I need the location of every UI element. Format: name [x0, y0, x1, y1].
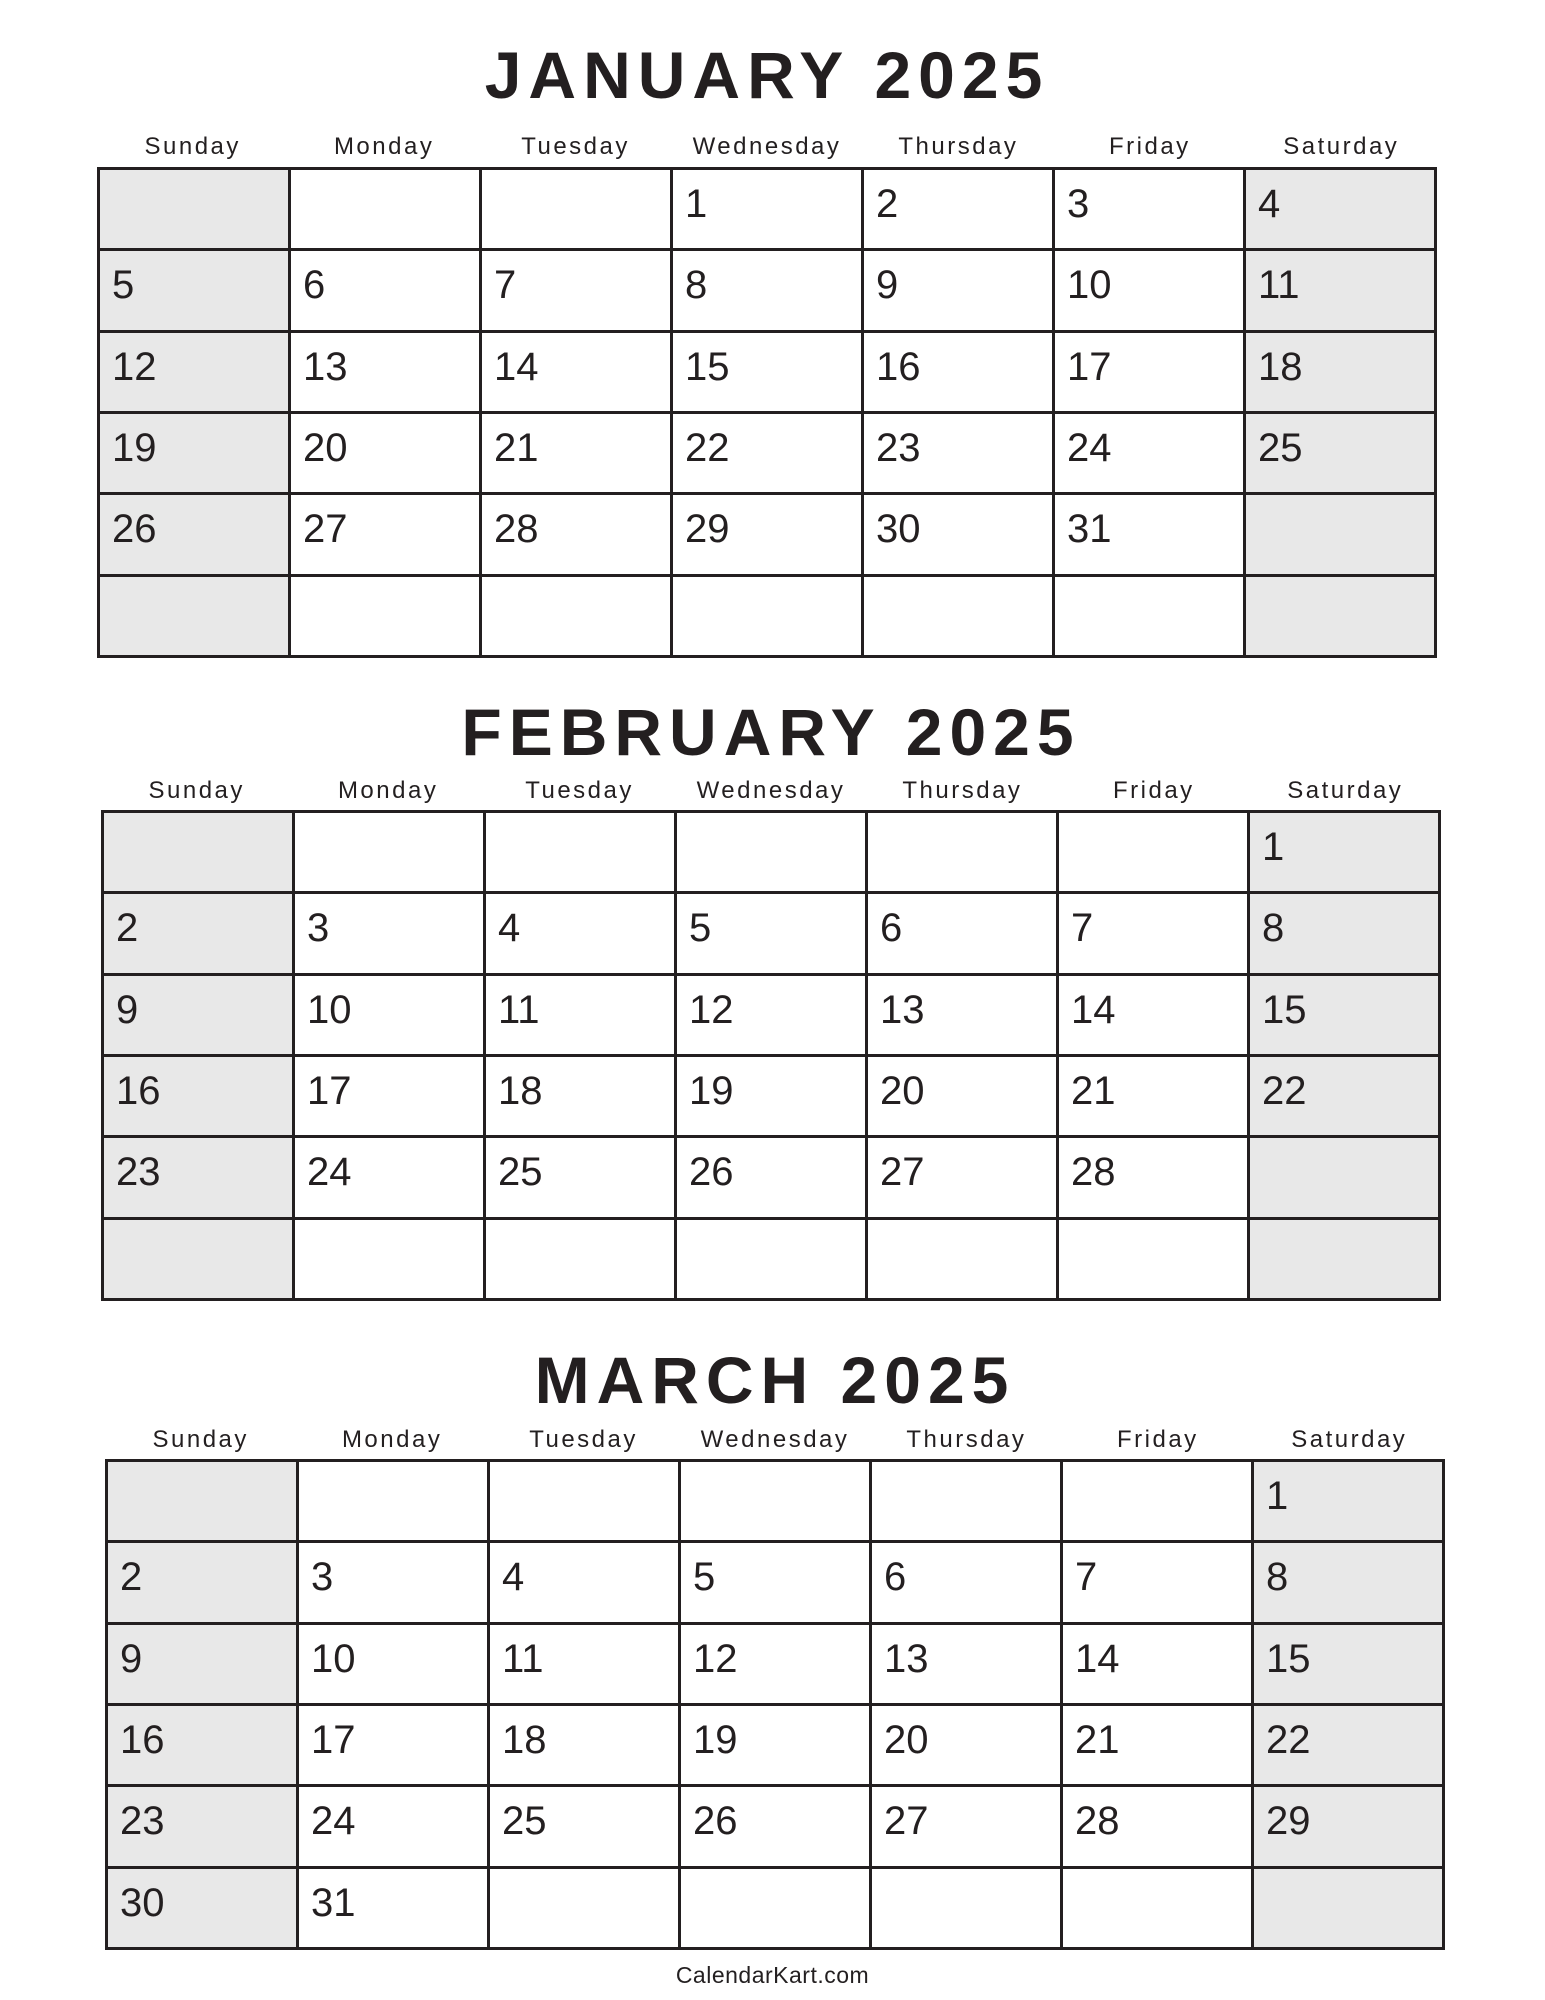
day-cell [1059, 813, 1247, 891]
day-cell [1055, 251, 1243, 329]
day-cell [490, 1462, 678, 1540]
day-cell [681, 1543, 869, 1621]
day-number: 25 [502, 1799, 547, 1844]
day-cell [673, 333, 861, 411]
day-cell [299, 1787, 487, 1865]
day-number: 28 [1075, 1799, 1120, 1844]
day-cell [490, 1543, 678, 1621]
day-cell [681, 1462, 869, 1540]
day-cell [486, 1220, 674, 1298]
day-number: 2 [116, 906, 139, 951]
day-number: 14 [494, 344, 539, 389]
day-number: 9 [876, 263, 899, 308]
day-number: 21 [1071, 1069, 1116, 1113]
day-cell [486, 1057, 674, 1135]
day-cell [864, 251, 1052, 329]
day-cell [295, 1057, 483, 1135]
day-cell [482, 414, 670, 492]
day-number: 24 [311, 1799, 356, 1844]
day-cell [108, 1869, 296, 1947]
day-number: 13 [880, 987, 925, 1032]
day-number: 7 [1071, 906, 1094, 951]
day-cell [108, 1625, 296, 1703]
weekday-label: Saturday [1283, 133, 1400, 160]
day-number: 8 [1266, 1555, 1289, 1600]
day-number: 6 [884, 1555, 907, 1600]
day-number: 26 [693, 1799, 738, 1844]
day-number: 10 [1067, 263, 1112, 308]
day-cell [100, 170, 288, 248]
day-number: 6 [303, 263, 326, 308]
day-cell [1059, 976, 1247, 1054]
weekday-header [97, 135, 1437, 159]
day-number: 2 [876, 182, 899, 226]
day-number: 26 [689, 1150, 734, 1195]
day-cell [1246, 577, 1434, 655]
day-number: 21 [1075, 1718, 1120, 1762]
day-number: 16 [116, 1069, 161, 1113]
month-grid [97, 167, 1437, 658]
day-number: 26 [112, 507, 157, 552]
day-number: 4 [502, 1555, 525, 1600]
day-number: 13 [884, 1636, 929, 1681]
day-number: 8 [685, 263, 708, 308]
weekday-label: Saturday [1287, 777, 1404, 804]
weekday-label: Tuesday [525, 777, 634, 804]
day-number: 14 [1071, 987, 1116, 1032]
day-cell [104, 976, 292, 1054]
weekday-label: Monday [337, 777, 439, 804]
day-number: 19 [689, 1069, 734, 1113]
day-cell [100, 333, 288, 411]
day-number: 14 [1075, 1636, 1120, 1681]
day-cell [1254, 1543, 1442, 1621]
day-number: 3 [307, 906, 330, 951]
day-number: 15 [1262, 987, 1307, 1032]
day-cell [1059, 1138, 1247, 1216]
weekday-label: Friday [1117, 1426, 1199, 1453]
day-cell [486, 976, 674, 1054]
day-cell [108, 1462, 296, 1540]
weekday-label: Friday [1113, 777, 1195, 804]
day-cell [299, 1625, 487, 1703]
day-number: 5 [693, 1555, 716, 1600]
day-number: 17 [307, 1069, 352, 1113]
day-cell [1063, 1869, 1251, 1947]
weekday-label: Thursday [898, 133, 1019, 160]
day-number: 29 [1266, 1799, 1311, 1844]
day-cell [673, 251, 861, 329]
day-number: 5 [112, 263, 135, 308]
day-cell [490, 1787, 678, 1865]
day-number: 31 [311, 1880, 356, 1925]
day-cell [104, 813, 292, 891]
month-grid [101, 810, 1441, 1301]
day-cell [482, 577, 670, 655]
day-number: 12 [112, 344, 157, 389]
day-number: 25 [1258, 426, 1303, 470]
day-number: 17 [311, 1718, 356, 1762]
day-cell [295, 813, 483, 891]
day-number: 20 [303, 426, 348, 470]
day-cell [490, 1869, 678, 1947]
day-cell [868, 976, 1056, 1054]
day-cell [490, 1625, 678, 1703]
weekday-label: Tuesday [521, 133, 630, 160]
day-number: 28 [494, 507, 539, 552]
day-number: 27 [880, 1150, 925, 1195]
weekday-label: Sunday [148, 777, 245, 804]
day-cell [299, 1869, 487, 1947]
day-cell [295, 894, 483, 972]
day-cell [1055, 577, 1243, 655]
day-cell [677, 813, 865, 891]
day-number: 21 [494, 426, 539, 470]
day-cell [100, 251, 288, 329]
day-number: 4 [498, 906, 521, 951]
day-cell [1063, 1625, 1251, 1703]
day-cell [1254, 1462, 1442, 1540]
day-cell [681, 1625, 869, 1703]
day-cell [1059, 1057, 1247, 1135]
day-cell [872, 1706, 1060, 1784]
day-cell [1250, 1138, 1438, 1216]
day-cell [482, 333, 670, 411]
day-cell [104, 1057, 292, 1135]
day-cell [486, 1138, 674, 1216]
day-cell [1063, 1543, 1251, 1621]
weekday-label: Thursday [902, 777, 1023, 804]
day-cell [864, 577, 1052, 655]
day-cell [486, 813, 674, 891]
day-number: 11 [502, 1636, 544, 1681]
weekday-label: Monday [341, 1426, 443, 1453]
day-number: 6 [880, 906, 903, 951]
month-title: FEBRUARY 2025 [461, 695, 1081, 769]
day-number: 9 [116, 987, 139, 1032]
day-number: 27 [884, 1799, 929, 1844]
day-cell [291, 251, 479, 329]
day-cell [864, 333, 1052, 411]
day-cell [299, 1543, 487, 1621]
day-number: 7 [1075, 1555, 1098, 1600]
day-number: 27 [303, 507, 348, 552]
day-number: 31 [1067, 507, 1112, 552]
day-number: 18 [498, 1069, 543, 1113]
day-number: 15 [1266, 1636, 1311, 1681]
day-cell [677, 1138, 865, 1216]
day-number: 23 [120, 1799, 165, 1844]
day-number: 16 [876, 344, 921, 389]
day-cell [299, 1706, 487, 1784]
day-number: 22 [1266, 1718, 1311, 1762]
day-cell [291, 333, 479, 411]
day-number: 4 [1258, 182, 1281, 226]
month-grid [105, 1459, 1445, 1950]
day-cell [681, 1706, 869, 1784]
day-number: 30 [876, 507, 921, 552]
day-number: 12 [689, 987, 734, 1032]
day-cell [868, 1138, 1056, 1216]
day-number: 23 [116, 1150, 161, 1195]
day-number: 23 [876, 426, 921, 470]
day-cell [1250, 1057, 1438, 1135]
weekday-label: Friday [1109, 133, 1191, 160]
day-cell [1250, 976, 1438, 1054]
day-number: 3 [311, 1555, 334, 1600]
day-cell [864, 414, 1052, 492]
day-number: 2 [120, 1555, 143, 1600]
day-cell [1246, 414, 1434, 492]
weekday-label: Thursday [906, 1426, 1027, 1453]
day-cell [673, 495, 861, 573]
day-cell [1250, 894, 1438, 972]
day-number: 22 [1262, 1069, 1307, 1113]
day-cell [1254, 1706, 1442, 1784]
weekday-label: Monday [333, 133, 435, 160]
day-cell [295, 1138, 483, 1216]
day-cell [1246, 170, 1434, 248]
day-cell [673, 170, 861, 248]
day-number: 15 [685, 344, 730, 389]
day-cell [1055, 170, 1243, 248]
day-cell [1246, 333, 1434, 411]
day-cell [100, 495, 288, 573]
weekday-label: Wednesday [692, 133, 842, 160]
day-number: 20 [880, 1069, 925, 1113]
day-number: 17 [1067, 344, 1112, 389]
day-cell [1055, 414, 1243, 492]
day-cell [1254, 1787, 1442, 1865]
day-cell [872, 1869, 1060, 1947]
day-cell [291, 414, 479, 492]
day-cell [1254, 1869, 1442, 1947]
day-cell [677, 1220, 865, 1298]
day-cell [1246, 251, 1434, 329]
day-number: 3 [1067, 182, 1090, 226]
day-number: 16 [120, 1718, 165, 1762]
weekday-label: Saturday [1291, 1426, 1408, 1453]
weekday-label: Wednesday [700, 1426, 850, 1453]
day-cell [108, 1543, 296, 1621]
day-cell [108, 1787, 296, 1865]
day-number: 25 [498, 1150, 543, 1195]
day-number: 10 [311, 1636, 356, 1681]
day-cell [1059, 1220, 1247, 1298]
day-number: 12 [693, 1636, 738, 1681]
month-title: MARCH 2025 [534, 1343, 1016, 1417]
day-number: 18 [502, 1718, 547, 1762]
day-cell [108, 1706, 296, 1784]
day-number: 9 [120, 1636, 143, 1681]
day-cell [681, 1787, 869, 1865]
day-cell [291, 170, 479, 248]
weekday-header [101, 779, 1441, 803]
day-number: 19 [112, 426, 157, 470]
day-cell [677, 976, 865, 1054]
day-number: 28 [1071, 1150, 1116, 1195]
day-cell [100, 414, 288, 492]
day-cell [1254, 1625, 1442, 1703]
day-number: 1 [685, 182, 708, 226]
day-cell [1250, 813, 1438, 891]
day-number: 11 [1258, 263, 1300, 308]
day-number: 7 [494, 263, 517, 308]
day-cell [104, 894, 292, 972]
site-credit: CalendarKart.com [675, 1962, 870, 1988]
weekday-header [105, 1428, 1445, 1452]
day-cell [299, 1462, 487, 1540]
day-cell [1063, 1462, 1251, 1540]
day-cell [291, 577, 479, 655]
day-cell [872, 1462, 1060, 1540]
weekday-label: Wednesday [696, 777, 846, 804]
day-cell [868, 894, 1056, 972]
month-title: JANUARY 2025 [484, 38, 1050, 112]
day-cell [490, 1706, 678, 1784]
day-cell [486, 894, 674, 972]
weekday-label: Sunday [144, 133, 241, 160]
day-number: 24 [1067, 426, 1112, 470]
day-cell [295, 1220, 483, 1298]
day-cell [104, 1220, 292, 1298]
day-number: 24 [307, 1150, 352, 1195]
day-cell [482, 495, 670, 573]
day-number: 29 [685, 507, 730, 552]
day-number: 19 [693, 1718, 738, 1762]
day-cell [868, 813, 1056, 891]
day-cell [1250, 1220, 1438, 1298]
day-cell [295, 976, 483, 1054]
day-cell [864, 170, 1052, 248]
day-cell [1063, 1787, 1251, 1865]
day-cell [482, 251, 670, 329]
day-number: 10 [307, 987, 352, 1032]
day-cell [673, 414, 861, 492]
day-cell [681, 1869, 869, 1947]
day-number: 1 [1262, 825, 1285, 869]
day-cell [677, 1057, 865, 1135]
day-cell [1055, 495, 1243, 573]
day-cell [872, 1787, 1060, 1865]
day-cell [872, 1625, 1060, 1703]
day-cell [868, 1220, 1056, 1298]
weekday-label: Sunday [152, 1426, 249, 1453]
weekday-label: Tuesday [529, 1426, 638, 1453]
day-cell [291, 495, 479, 573]
day-cell [677, 894, 865, 972]
day-number: 8 [1262, 906, 1285, 951]
day-number: 18 [1258, 344, 1303, 389]
day-cell [864, 495, 1052, 573]
day-cell [872, 1543, 1060, 1621]
day-cell [1246, 495, 1434, 573]
day-cell [482, 170, 670, 248]
day-cell [104, 1138, 292, 1216]
day-cell [868, 1057, 1056, 1135]
day-cell [1063, 1706, 1251, 1784]
day-number: 1 [1266, 1474, 1289, 1518]
day-number: 13 [303, 344, 348, 389]
day-number: 5 [689, 906, 712, 951]
day-cell [1055, 333, 1243, 411]
day-cell [673, 577, 861, 655]
day-number: 22 [685, 426, 730, 470]
day-number: 20 [884, 1718, 929, 1762]
day-number: 30 [120, 1880, 165, 1925]
day-number: 11 [498, 987, 540, 1032]
day-cell [100, 577, 288, 655]
day-cell [1059, 894, 1247, 972]
